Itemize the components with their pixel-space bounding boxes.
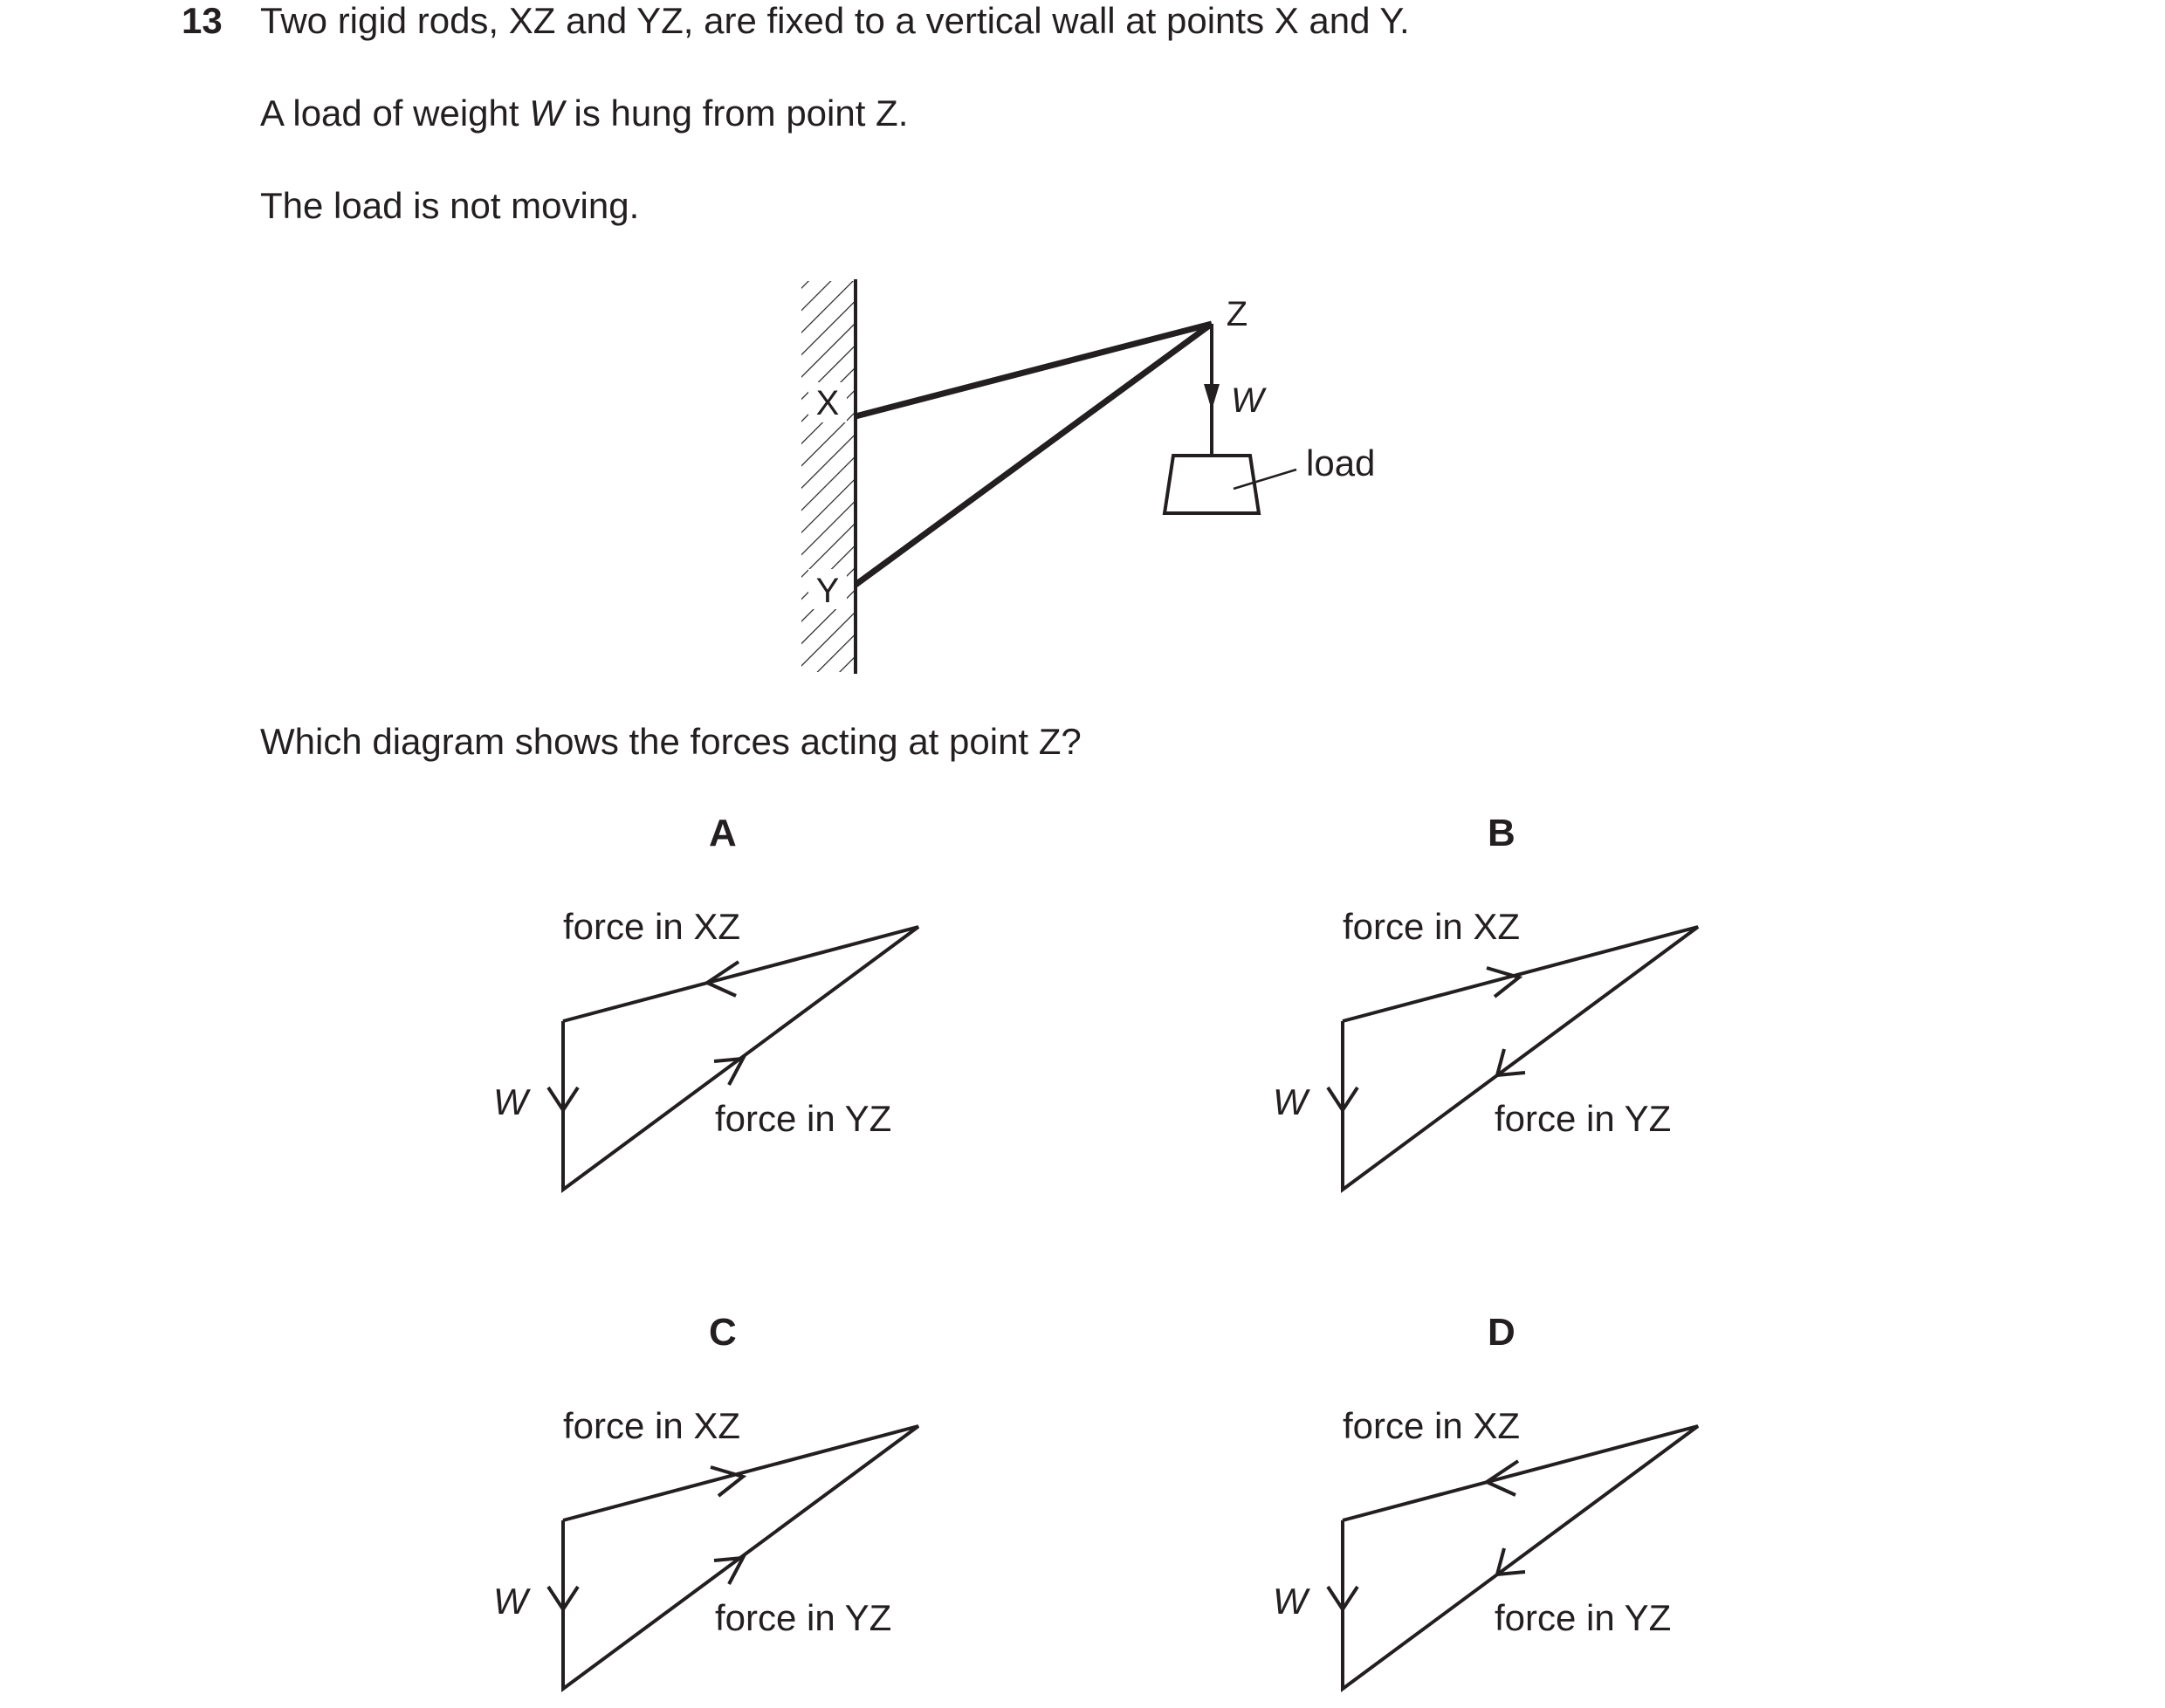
weight-arrowhead [1204,384,1220,410]
force-yz-label: force in YZ [1495,1098,1672,1139]
wall-hatching [801,281,856,672]
question-prompt: Which diagram shows the forces acting at point Z? [260,721,1082,762]
option-b-letter: B [1488,812,1516,854]
question-line-2-pre: A load of weight [260,93,530,134]
force-yz-label: force in YZ [715,1597,892,1638]
force-xz-label: force in XZ [563,906,741,947]
force-triangle [1343,927,1698,1190]
force-yz-label: force in YZ [715,1098,892,1139]
weight-label: W [493,1581,528,1622]
option-d-letter: D [1488,1311,1516,1354]
option-a-letter: A [709,812,737,854]
point-z-label: Z [1226,295,1248,333]
question-line-2-post: is hung from point Z. [563,93,909,134]
arrow-yz-icon [714,1558,743,1584]
force-xz-label: force in XZ [1343,906,1521,947]
question-line-3: The load is not moving. [260,185,640,226]
wall-rod-diagram [801,279,1375,674]
weight-label: W [1273,1081,1308,1122]
weight-symbol: W [529,93,564,134]
rod-yz [856,324,1212,585]
load-label: load [1306,442,1376,484]
point-y-label: Y [815,572,840,610]
option-d-diagram [1273,1405,1698,1689]
option-c-diagram [493,1405,918,1689]
option-c-letter: C [709,1311,737,1354]
question-number: 13 [182,0,223,41]
weight-label: W [1273,1581,1308,1622]
force-xz-label: force in XZ [563,1405,741,1446]
force-yz-label: force in YZ [1495,1597,1672,1638]
arrow-yz-icon [714,1059,743,1085]
force-xz-label: force in XZ [1343,1405,1521,1446]
option-b-diagram [1273,906,1698,1190]
weight-label: W [493,1081,528,1122]
weight-label: W [1231,381,1264,420]
question-line-1: Two rigid rods, XZ and YZ, are fixed to a vertical wall at points X and Y. [260,0,1410,41]
rod-xz [856,324,1212,416]
point-x-label: X [815,384,840,422]
option-a-diagram [493,906,918,1190]
force-triangle [1343,1426,1698,1689]
